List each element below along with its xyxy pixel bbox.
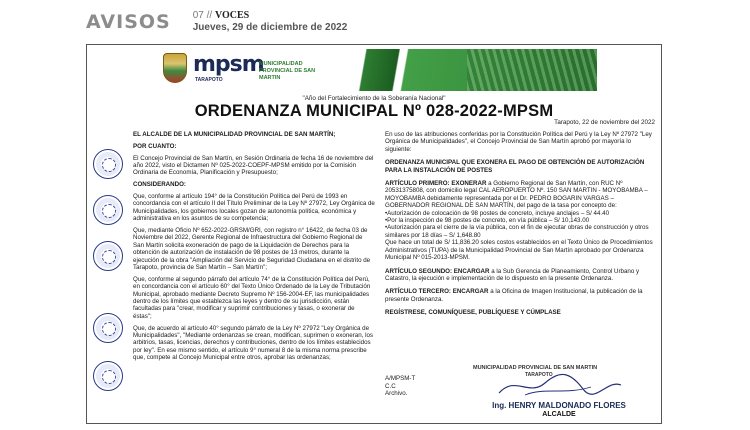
- left-column: [133, 131, 375, 366]
- request-paragraph: Que, mediante Oficio Nº 652-2022-GRSM/GRI, con registro n° 16422, de fecha 03 de Noviembre del 2022, Gerente Regional de Infraestructura del Gobierno Regional de San Martín solicita exoneración de pago de la Liquidación de Derechos para la obtención de autorización de instalación de 98 postes de 13 metros, durante la ejecución de la obra "Ampliación del Servicio de Seguridad Ciudadana en el distrito de Tarapoto, provincia de San Martín – San Martín";: [133, 227, 371, 272]
- fee-item: •Autorización de colocación de 98 postes de concreto, incluye anclajes – S/ 44.40: [385, 209, 610, 217]
- taxation-paragraph: Que, conforme al segundo párrafo del artículo 74° de la Constitución Política del Perú, en concordancia con el artículo 60° del Texto Único Ordenado de la Ley de Tributación Municipal, aprobado mediante Decreto Supremo Nº 156-2004-EF, las municipalidades dentro de los límites que establezca las leyes y dentro de su jurisdicción, están facultadas para "crear, modificar y suprimir contribuciones y tasas, o exonerar de éstas";: [133, 275, 371, 320]
- page-number: 07: [192, 10, 204, 21]
- organic-law-paragraph: Que, de acuerdo al artículo 40° segundo párrafo de la Ley Nº 27972 "Ley Orgánica de Municipalidades", "Mediante ordenanzas se crean, modifican, suprimen o exoneran, los arbitrios, tasas, licencias, derechos y contribuciones, dentro de los límites establecidos por ley". En ese mismo sentido, el artículo 9° numeral 8 de la misma norma prescribe que, compete al Concejo Municipal entre otros, aprobar las ordenanzas;: [133, 324, 373, 362]
- issue-date: Jueves, 29 de diciembre de 2022: [192, 22, 348, 33]
- signature-stamp: MUNICIPALIDAD PROVINCIAL DE SAN MARTIN: [473, 365, 598, 371]
- mayor-heading: EL ALCALDE DE LA MUNICIPALIDAD PROVINCIAL DE SAN MARTÍN;: [133, 131, 336, 138]
- article-first-body: a Gobierno Regional de San Martín, con RUC Nº 20531375808, con domicilio legal CAL AEROPUERTO Nº. 150 SAN MARTIN - MOYOBAMBA – MOYOBAMBA debidamente representada por el Dr. PEDRO BOGARIN VARGAS – GOBERNADOR REGIONAL DE SAN MARTÍN, del pago de la tasa por concepto de:: [385, 180, 648, 210]
- seal-icon: [93, 313, 123, 343]
- mayor-role: ALCALDE: [542, 411, 576, 418]
- distribution-list: [385, 375, 415, 398]
- year-motto: "Año del Fortalecimiento de la Soberanía Nacional": [302, 95, 446, 102]
- article-third: [385, 288, 657, 303]
- distribution-item: A/MPSM-T: [385, 375, 416, 382]
- council-session-paragraph: El Concejo Provincial de San Martín, en Sesión Ordinaria de fecha 16 de noviembre del año 2022, visto el Dictamen Nº 025-2022-COEPF-MPSM emitido por la Comisión Ordinaria de Economía, Planificación y Presupuesto;: [133, 154, 374, 177]
- fee-item: •Por la inspección de 98 postes de concreto, en vía pública – S/ 10,143.00: [385, 217, 590, 225]
- distribution-item: C.C: [385, 382, 396, 390]
- fee-total: Que hace un total de S/ 11,836.20 soles costos establecidos en el Texto Único de Procedimientos Administrativos (TUPA) de la Municipalidad Provincial de San Martín aprobado por Ordenanza Municipal Nº 015-2013-MPSM.: [385, 239, 653, 262]
- section-title: AVISOS: [86, 11, 171, 33]
- article-third-body: a la Oficina de Imagen Institucional, la publicación de la presente Ordenanza.: [385, 288, 643, 303]
- signature-stamp-city: TARAPOTO: [525, 372, 553, 378]
- ordinance-title: ORDENANZA MUNICIPAL Nº 028-2022-MPSM: [194, 102, 554, 120]
- ordinance-notice: [86, 44, 662, 424]
- brand-city: TARAPOTO: [195, 77, 223, 83]
- banner-photo: [327, 49, 597, 91]
- municipality-name: MUNICIPALIDAD PROVINCIAL DE SAN MARTIN: [259, 61, 316, 81]
- municipal-crest-icon: [163, 53, 187, 83]
- separator: //: [203, 10, 215, 21]
- mayor-signature-block: [465, 363, 653, 424]
- closing-formula: REGÍSTRESE, COMUNÍQUESE, PUBLÍQUESE Y CÚMPLASE: [385, 309, 561, 317]
- por-cuanto-heading: POR CUANTO:: [133, 142, 177, 150]
- distribution-item: Archivo.: [385, 390, 408, 398]
- article-first: [385, 180, 657, 210]
- attributions-paragraph: En uso de las atribuciones conferidas por la Constitución Política del Perú y la Ley Nº 27972 "Ley Orgánica de Municipalidades", el Concejo Provincial de San Martín aprobó por mayoría lo siguiente:: [385, 131, 652, 153]
- constitution-paragraph: Que, conforme al artículo 194° de la Constitución Política del Perú de 1993 en concordancia con el artículo II del Título Preliminar de la Ley Nº 27972, Ley Orgánica de Municipalidades, los gobiernos locales gozan de autonomía política, económica y administrativa en los asuntos de su competencia;: [133, 193, 375, 223]
- seal-icon: [93, 241, 123, 271]
- municipality-banner: [159, 49, 597, 91]
- article-second: [385, 268, 657, 283]
- seal-icon: [93, 149, 123, 179]
- article-first-heading: ARTÍCULO PRIMERO: EXONERAR: [385, 180, 487, 188]
- considerando-heading: CONSIDERANDO:: [133, 181, 186, 189]
- seal-icon: [93, 361, 123, 391]
- place-date: Tarapoto, 22 de noviembre del 2022: [554, 119, 655, 126]
- publication-name: VOCES: [214, 10, 250, 21]
- issue-info: [193, 10, 348, 33]
- right-column: [385, 131, 657, 321]
- mayor-name: Ing. HENRY MALDONADO FLORES: [492, 401, 626, 410]
- fee-item: •Autorización para el cierre de la vía pública, con el fin de ejecutar obras de construcción y otros similares por 18 días – S/ 1,648.80: [385, 224, 649, 239]
- article-third-heading: ARTÍCULO TERCERO: ENCARGAR: [385, 288, 489, 296]
- seal-icon: [93, 195, 123, 225]
- ordinance-subject: ORDENANZA MUNICIPAL QUE EXONERA EL PAGO DE OBTENCIÓN DE AUTORIZACIÓN PARA LA INSTALACIÓN DE POSTES: [385, 159, 645, 174]
- page-header: [86, 10, 347, 42]
- article-second-body: a la Sub Gerencia de Planeamiento, Control Urbano y Catastro, la ejecución e implementación de lo dispuesto en la presente Ordenanza.: [385, 267, 640, 282]
- article-second-heading: ARTÍCULO SEGUNDO: ENCARGAR: [385, 267, 490, 275]
- brand-logo: mpsm: [193, 52, 264, 77]
- handwritten-signature-icon: [495, 371, 625, 399]
